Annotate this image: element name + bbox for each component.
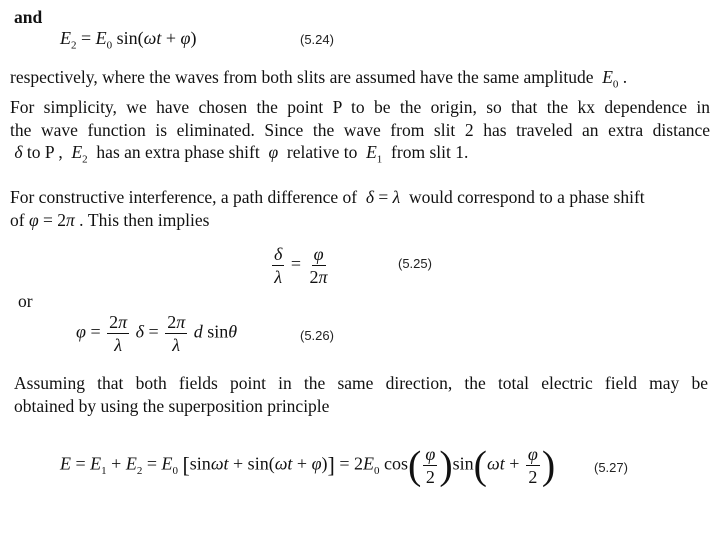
para3-line1: Assuming that both fields point in the same direction, the total electric field may be bbox=[14, 373, 708, 393]
para2-line2a: of bbox=[10, 209, 25, 230]
equation-5-24: $E_2 = E_0$ sin(ωt + φ) bbox=[60, 28, 197, 52]
paragraph-constructive: For constructive interference, a path difference of δ = λ would correspond to a phase shift of φ = 2π . This then implies bbox=[10, 187, 645, 230]
para1-line2: For simplicity, we have chosen the point P to be the origin, so that the kx dependence in bbox=[10, 97, 710, 117]
equation-5-26: φ = $\frac{2\pi}{\lambda}$ δ = $\frac{2\pi}{\lambda}$ d sinθ bbox=[76, 312, 238, 355]
intro-word: and bbox=[14, 7, 43, 27]
equation-number-5-27: (5.27) bbox=[594, 460, 628, 475]
equation-5-25: $\frac{\delta}{\lambda}$ = $\frac{\varphi}{2\pi}$ bbox=[274, 244, 328, 287]
equation-5-27: $E = E_1 + E_2 = E_0$ $[\sin\omega t + \sin(\omega t + \varphi)] = 2E_0$ cos( $\frac{\varphi}{2}$ )sin(ωt + $\frac{\varphi}{2}$ ) bbox=[60, 442, 556, 488]
para1-line4c: relative to bbox=[286, 142, 358, 162]
para1-line4d: from slit 1. bbox=[391, 142, 469, 162]
equation-number-5-24: (5.24) bbox=[300, 32, 334, 47]
para1-line1: respectively, where the waves from both slits are assumed have the same amplitude bbox=[10, 67, 594, 87]
para2-line2b: . This then implies bbox=[79, 209, 210, 230]
para2-line1b: would correspond to a phase shift bbox=[408, 187, 645, 207]
para1-line3: the wave function is eliminated. Since the wave from slit 2 has traveled an extra distance bbox=[10, 119, 710, 140]
para1-line4b: has an extra phase shift bbox=[96, 142, 260, 162]
equation-number-5-26: (5.26) bbox=[300, 328, 334, 343]
or-word: or bbox=[18, 291, 33, 311]
paragraph-amplitude: respectively, where the waves from both slits are assumed have the same amplitude $E_0$ . For simplicity, we have chosen the point P to be the origin, so that the kx dependence in the wave function is eliminated. Since the wave from slit 2 has traveled an extra distance δ to P , $E_2$ has an extra phase shift φ relative to $E_1$ from slit 1. bbox=[10, 67, 710, 166]
paragraph-superposition bbox=[14, 372, 708, 417]
para2-line1a: For constructive interference, a path difference of bbox=[10, 187, 358, 207]
para3-line2: obtained by using the superposition principle bbox=[14, 395, 330, 416]
para1-line4a: to P , bbox=[26, 142, 63, 162]
equation-number-5-25: (5.25) bbox=[398, 256, 432, 271]
